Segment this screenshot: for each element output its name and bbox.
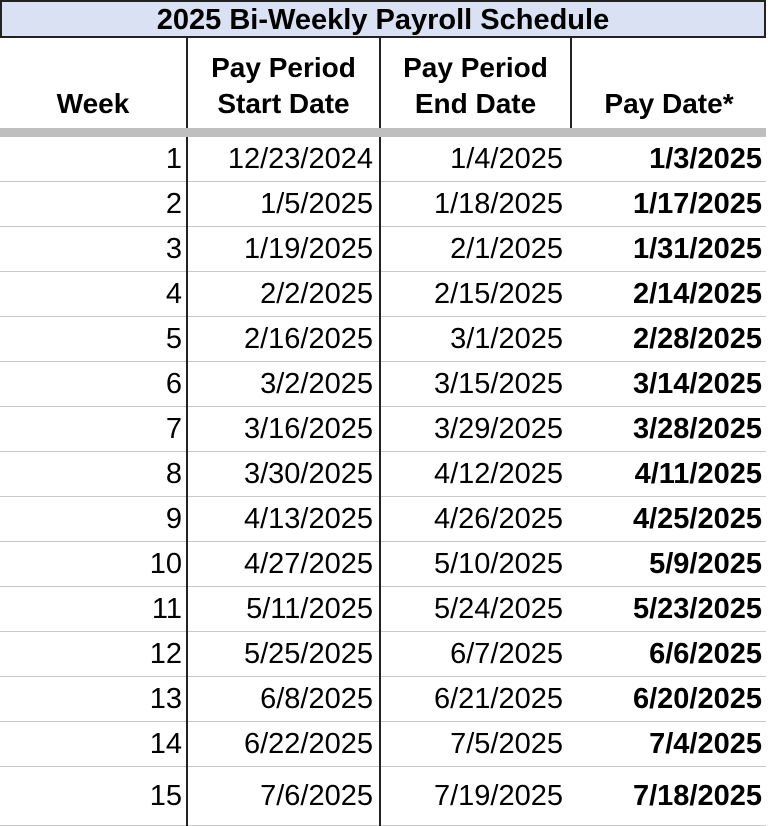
header-week: Week bbox=[0, 38, 187, 133]
week-cell: 12 bbox=[0, 632, 187, 677]
end-date-cell: 7/19/2025 bbox=[380, 767, 571, 826]
table-row bbox=[0, 767, 766, 826]
end-date-cell: 3/29/2025 bbox=[380, 407, 571, 452]
week-cell: 5 bbox=[0, 317, 187, 362]
end-date-cell: 3/15/2025 bbox=[380, 362, 571, 407]
pay-date-cell: 1/31/2025 bbox=[571, 227, 766, 272]
pay-date-cell: 5/9/2025 bbox=[571, 542, 766, 587]
payroll-table bbox=[0, 38, 766, 826]
pay-date-cell: 3/28/2025 bbox=[571, 407, 766, 452]
table-row bbox=[0, 632, 766, 677]
week-cell: 2 bbox=[0, 182, 187, 227]
pay-date-cell: 6/20/2025 bbox=[571, 677, 766, 722]
end-date-cell: 6/7/2025 bbox=[380, 632, 571, 677]
table-row bbox=[0, 182, 766, 227]
end-date-cell: 5/10/2025 bbox=[380, 542, 571, 587]
end-date-cell: 1/18/2025 bbox=[380, 182, 571, 227]
table-row bbox=[0, 133, 766, 182]
table-row bbox=[0, 272, 766, 317]
start-date-cell: 1/19/2025 bbox=[187, 227, 380, 272]
table-row bbox=[0, 677, 766, 722]
pay-date-cell: 7/4/2025 bbox=[571, 722, 766, 767]
pay-date-cell: 4/25/2025 bbox=[571, 497, 766, 542]
pay-date-cell: 5/23/2025 bbox=[571, 587, 766, 632]
start-date-cell: 6/8/2025 bbox=[187, 677, 380, 722]
start-date-cell: 3/30/2025 bbox=[187, 452, 380, 497]
week-cell: 14 bbox=[0, 722, 187, 767]
table-row bbox=[0, 542, 766, 587]
week-cell: 7 bbox=[0, 407, 187, 452]
week-cell: 8 bbox=[0, 452, 187, 497]
start-date-cell: 4/13/2025 bbox=[187, 497, 380, 542]
end-date-cell: 1/4/2025 bbox=[380, 133, 571, 182]
week-cell: 9 bbox=[0, 497, 187, 542]
week-cell: 1 bbox=[0, 133, 187, 182]
start-date-cell: 6/22/2025 bbox=[187, 722, 380, 767]
pay-date-cell: 2/28/2025 bbox=[571, 317, 766, 362]
week-cell: 3 bbox=[0, 227, 187, 272]
end-date-cell: 2/15/2025 bbox=[380, 272, 571, 317]
table-row bbox=[0, 722, 766, 767]
pay-date-cell: 3/14/2025 bbox=[571, 362, 766, 407]
end-date-cell: 7/5/2025 bbox=[380, 722, 571, 767]
header-row bbox=[0, 38, 766, 133]
header-end-date: Pay Period End Date bbox=[380, 38, 571, 133]
table-row bbox=[0, 407, 766, 452]
end-date-cell: 3/1/2025 bbox=[380, 317, 571, 362]
pay-date-cell: 6/6/2025 bbox=[571, 632, 766, 677]
end-date-cell: 6/21/2025 bbox=[380, 677, 571, 722]
week-cell: 15 bbox=[0, 767, 187, 826]
week-cell: 11 bbox=[0, 587, 187, 632]
week-cell: 13 bbox=[0, 677, 187, 722]
pay-date-cell: 2/14/2025 bbox=[571, 272, 766, 317]
schedule-title: 2025 Bi-Weekly Payroll Schedule bbox=[0, 0, 766, 38]
start-date-cell: 4/27/2025 bbox=[187, 542, 380, 587]
start-date-cell: 3/2/2025 bbox=[187, 362, 380, 407]
week-cell: 4 bbox=[0, 272, 187, 317]
pay-date-cell: 1/17/2025 bbox=[571, 182, 766, 227]
end-date-cell: 5/24/2025 bbox=[380, 587, 571, 632]
table-row bbox=[0, 452, 766, 497]
week-cell: 6 bbox=[0, 362, 187, 407]
header-pay-date: Pay Date* bbox=[571, 38, 766, 133]
table-row bbox=[0, 227, 766, 272]
pay-date-cell: 7/18/2025 bbox=[571, 767, 766, 826]
start-date-cell: 2/2/2025 bbox=[187, 272, 380, 317]
pay-date-cell: 4/11/2025 bbox=[571, 452, 766, 497]
start-date-cell: 1/5/2025 bbox=[187, 182, 380, 227]
week-cell: 10 bbox=[0, 542, 187, 587]
start-date-cell: 3/16/2025 bbox=[187, 407, 380, 452]
start-date-cell: 2/16/2025 bbox=[187, 317, 380, 362]
start-date-cell: 12/23/2024 bbox=[187, 133, 380, 182]
table-row bbox=[0, 317, 766, 362]
header-start-date: Pay Period Start Date bbox=[187, 38, 380, 133]
table-row bbox=[0, 587, 766, 632]
start-date-cell: 7/6/2025 bbox=[187, 767, 380, 826]
pay-date-cell: 1/3/2025 bbox=[571, 133, 766, 182]
start-date-cell: 5/25/2025 bbox=[187, 632, 380, 677]
start-date-cell: 5/11/2025 bbox=[187, 587, 380, 632]
end-date-cell: 2/1/2025 bbox=[380, 227, 571, 272]
end-date-cell: 4/12/2025 bbox=[380, 452, 571, 497]
end-date-cell: 4/26/2025 bbox=[380, 497, 571, 542]
table-row bbox=[0, 497, 766, 542]
table-row bbox=[0, 362, 766, 407]
